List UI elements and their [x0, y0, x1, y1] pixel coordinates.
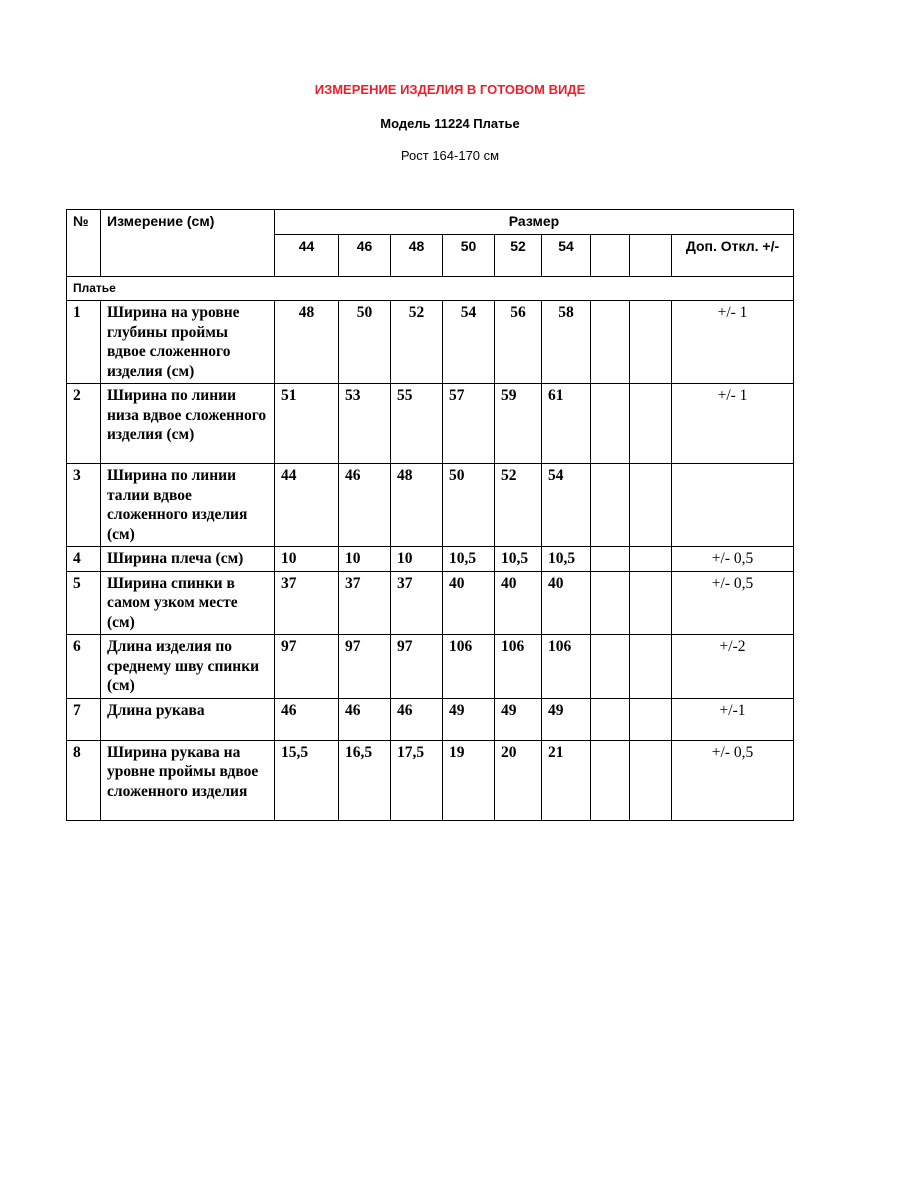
model-name: Модель 11224 Платье	[380, 116, 520, 131]
size-value: 16,5	[339, 740, 391, 820]
measurement-label: Длина изделия по среднему шву спинки (см)	[101, 635, 275, 699]
size-value: 37	[275, 571, 339, 635]
size-value: 46	[339, 698, 391, 740]
header-size-54: 54	[542, 234, 591, 276]
size-value: 53	[339, 384, 391, 464]
header-empty-2	[630, 234, 672, 276]
header-size-50: 50	[443, 234, 495, 276]
empty-cell	[591, 464, 630, 547]
header-size-48: 48	[391, 234, 443, 276]
size-value: 46	[391, 698, 443, 740]
size-value: 10	[391, 547, 443, 572]
size-value: 50	[443, 464, 495, 547]
size-value: 97	[391, 635, 443, 699]
size-value: 37	[339, 571, 391, 635]
tolerance-value: +/- 1	[672, 384, 794, 464]
size-value: 10,5	[495, 547, 542, 572]
tolerance-value: +/- 0,5	[672, 740, 794, 820]
table-row	[67, 571, 794, 635]
section-row	[67, 276, 794, 301]
size-value: 50	[339, 301, 391, 384]
header-num: №	[67, 210, 101, 277]
size-value: 10,5	[542, 547, 591, 572]
size-value: 15,5	[275, 740, 339, 820]
empty-cell	[591, 571, 630, 635]
measurement-label: Ширина рукава на уровне проймы вдвое сложенного изделия	[101, 740, 275, 820]
table-row	[67, 698, 794, 740]
measurement-table	[66, 209, 794, 821]
size-value: 17,5	[391, 740, 443, 820]
size-value: 10,5	[443, 547, 495, 572]
table-row	[67, 547, 794, 572]
tolerance-value: +/- 0,5	[672, 571, 794, 635]
empty-cell	[591, 740, 630, 820]
table-row	[67, 301, 794, 384]
header-empty-1	[591, 234, 630, 276]
header-size-52: 52	[495, 234, 542, 276]
header-size-44: 44	[275, 234, 339, 276]
size-value: 21	[542, 740, 591, 820]
tolerance-value: +/-2	[672, 635, 794, 699]
empty-cell	[591, 698, 630, 740]
tolerance-value: +/- 1	[672, 301, 794, 384]
size-value: 49	[542, 698, 591, 740]
size-value: 40	[542, 571, 591, 635]
row-number: 1	[67, 301, 101, 384]
empty-cell	[591, 384, 630, 464]
size-value: 106	[443, 635, 495, 699]
row-number: 4	[67, 547, 101, 572]
row-number: 6	[67, 635, 101, 699]
size-value: 19	[443, 740, 495, 820]
size-value: 46	[275, 698, 339, 740]
table-row	[67, 384, 794, 464]
empty-cell	[630, 571, 672, 635]
size-value: 52	[391, 301, 443, 384]
row-number: 3	[67, 464, 101, 547]
header-size: Размер	[275, 210, 794, 235]
header-tolerance: Доп. Откл. +/-	[672, 234, 794, 276]
size-value: 59	[495, 384, 542, 464]
size-value: 49	[495, 698, 542, 740]
measurement-label: Длина рукава	[101, 698, 275, 740]
empty-cell	[591, 635, 630, 699]
size-value: 61	[542, 384, 591, 464]
empty-cell	[630, 740, 672, 820]
measurement-label: Ширина по линии низа вдвое сложенного изделия (см)	[101, 384, 275, 464]
size-value: 48	[275, 301, 339, 384]
row-number: 5	[67, 571, 101, 635]
empty-cell	[630, 698, 672, 740]
section-label: Платье	[67, 276, 794, 301]
empty-cell	[630, 635, 672, 699]
size-value: 48	[391, 464, 443, 547]
measurement-label: Ширина на уровне глубины проймы вдвое сложенного изделия (см)	[101, 301, 275, 384]
tolerance-value	[672, 464, 794, 547]
size-value: 40	[495, 571, 542, 635]
header-measurement: Измерение (см)	[101, 210, 275, 277]
size-value: 54	[542, 464, 591, 547]
size-value: 44	[275, 464, 339, 547]
data-rows	[67, 301, 794, 821]
size-value: 49	[443, 698, 495, 740]
size-value: 10	[339, 547, 391, 572]
size-value: 57	[443, 384, 495, 464]
row-number: 8	[67, 740, 101, 820]
size-value: 106	[495, 635, 542, 699]
size-value: 51	[275, 384, 339, 464]
size-value: 37	[391, 571, 443, 635]
measurement-label: Ширина спинки в самом узком месте (см)	[101, 571, 275, 635]
size-value: 40	[443, 571, 495, 635]
table-row	[67, 635, 794, 699]
header-row-1	[67, 210, 794, 235]
size-value: 20	[495, 740, 542, 820]
empty-cell	[630, 384, 672, 464]
size-value: 46	[339, 464, 391, 547]
size-value: 97	[275, 635, 339, 699]
empty-cell	[591, 301, 630, 384]
empty-cell	[630, 547, 672, 572]
size-value: 97	[339, 635, 391, 699]
empty-cell	[591, 547, 630, 572]
measurement-label: Ширина по линии талии вдвое сложенного изделия (см)	[101, 464, 275, 547]
size-value: 106	[542, 635, 591, 699]
empty-cell	[630, 464, 672, 547]
size-value: 54	[443, 301, 495, 384]
size-value: 58	[542, 301, 591, 384]
size-value: 55	[391, 384, 443, 464]
tolerance-value: +/- 0,5	[672, 547, 794, 572]
measurement-label: Ширина плеча (см)	[101, 547, 275, 572]
row-number: 2	[67, 384, 101, 464]
size-value: 52	[495, 464, 542, 547]
height-range: Рост 164-170 см	[400, 148, 500, 163]
document-title: ИЗМЕРЕНИЕ ИЗДЕЛИЯ В ГОТОВОМ ВИДЕ	[314, 82, 586, 97]
row-number: 7	[67, 698, 101, 740]
size-value: 10	[275, 547, 339, 572]
size-value: 56	[495, 301, 542, 384]
tolerance-value: +/-1	[672, 698, 794, 740]
empty-cell	[630, 301, 672, 384]
header-size-46: 46	[339, 234, 391, 276]
table-row	[67, 464, 794, 547]
table-row	[67, 740, 794, 820]
